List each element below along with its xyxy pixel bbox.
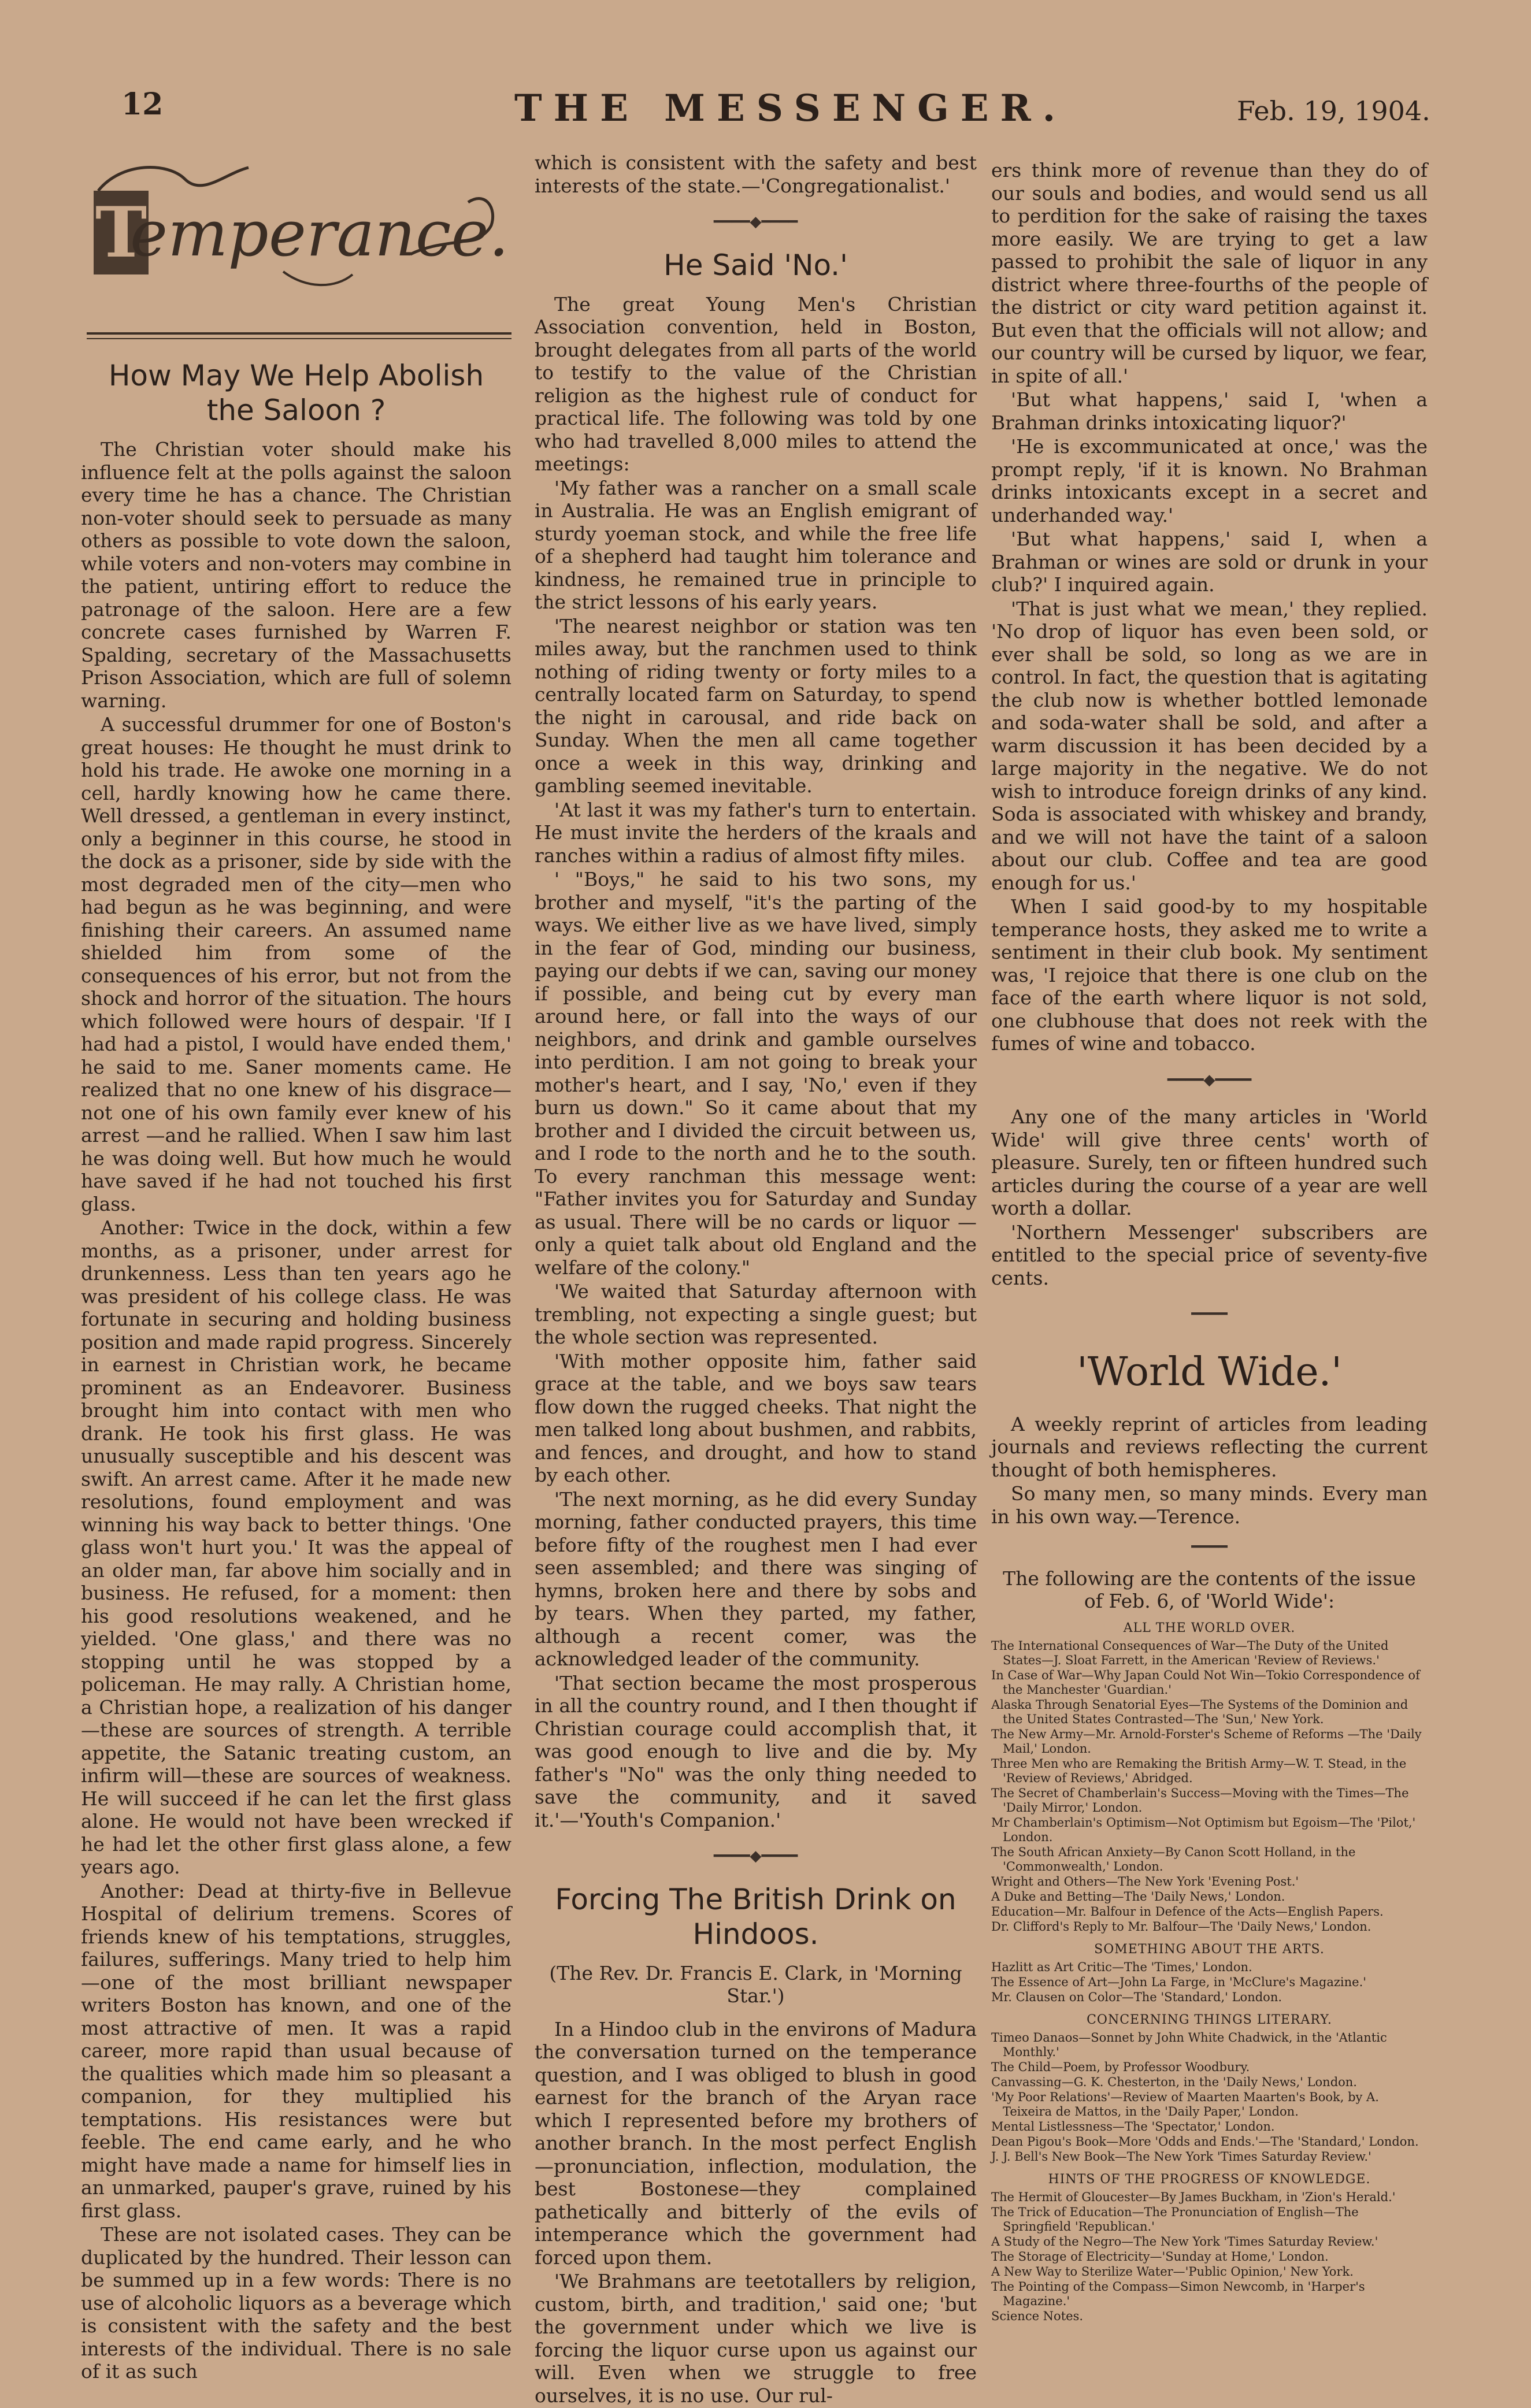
paragraph: 'He is excommunicated at once,' was the prompt reply, 'if it is known. No Brahman drinks intoxicants except in a secret and underhanded way.' — [991, 435, 1428, 526]
article-byline: (The Rev. Dr. Francis E. Clark, in 'Morning Star.') — [549, 1961, 962, 2007]
contents-item: Education—Mr. Balfour in Defence of the Acts—English Papers. — [991, 1904, 1384, 1919]
banner-word: emperance. — [130, 196, 509, 270]
column-1 — [81, 353, 511, 2384]
contents-item: A Duke and Betting—The 'Daily News,' London. — [991, 1889, 1285, 1904]
contents-item: Wright and Others—The New York 'Evening Post.' — [991, 1874, 1299, 1888]
contents-item: Mr. Clausen on Color—The 'Standard,' London. — [991, 1990, 1282, 2004]
contents-item: Timeo Danaos—Sonnet by John White Chadwick, in the 'Atlantic Monthly.' — [991, 2030, 1387, 2059]
column-2 — [535, 151, 977, 2408]
paragraph: So many men, so many minds. Every man in his own way.—Terence. — [991, 1482, 1428, 1528]
paragraph: 'We Brahmans are teetotallers by religion, custom, birth, and tradition,' said one; 'but the government under which we live is forcing the liquor curse upon us against our will. Even when we struggle to free ourselves, it is no use. Our rul- — [535, 2270, 977, 2407]
contents-item: Dr. Clifford's Reply to Mr. Balfour—The 'Daily News,' London. — [991, 1919, 1371, 1934]
contents-item: J. J. Bell's New Book—The New York 'Times Saturday Review.' — [991, 2149, 1371, 2164]
paragraph: In a Hindoo club in the environs of Madura the conversation turned on the temperance question, and I was obliged to blush in good earnest for the branch of the Aryan race which I represented before my brothers of another branch. In the most perfect English—pronunciation, inflection, modulation, the best Bostonese—they complained pathetically and bitterly of the evils of intemperance which the government had forced upon them. — [535, 2017, 977, 2269]
paragraph: 'The nearest neighbor or station was ten miles away, but the ranchmen used to think nothing of riding twenty or forty miles to a centrally located farm on Saturday, to spend the night in carousal, and ride back on Sunday. When the men all came together once a week in this way, drinking and gambling seemed inevitable. — [535, 614, 977, 797]
issue-date: Feb. 19, 1904. — [1237, 95, 1430, 127]
separator: ━━━━◆━━━━ — [1167, 1071, 1252, 1089]
contents-item: Canvassing—G. K. Chesterton, in the 'Daily News,' London. — [991, 2075, 1357, 2089]
contents-section-title: SOMETHING ABOUT THE ARTS. — [1094, 1942, 1325, 1957]
contents-item: The Hermit of Gloucester—By James Buckham, in 'Zion's Herald.' — [991, 2190, 1396, 2204]
banner-initial: T — [94, 191, 149, 274]
paragraph: 'That section became the most prosperous in all the country round, and I then thought if Christian courage could accomplish that, it was good enough to live and die by. My father's "No" was the only thing needed to save the community, and it saved it.'—'Youth's Companion.' — [535, 1671, 977, 1831]
article-heading-saloon: How May We Help Abolish the Saloon ? — [108, 359, 484, 427]
paragraph: A successful drummer for one of Boston's great houses: He thought he must drink to hold his trade. He awoke one morning in a cell, hardly knowing how he came there. Well dressed, a gentleman in every instinct, only a beginner in this course, he stood in the dock as a prisoner, side by side with the most degraded men of the city—men who had begun as he was beginning, and were finishing their careers. An assumed name shielded him from some of the consequences of his error, but not from the shock and horror of the situation. The hours which followed were hours of despair. 'If I had had a pistol, I would have ended them,' he said to me. Saner moments came. He realized that no one knew of his disgrace—not one of his own family ever knew of his arrest —and he rallied. When I saw him last he was doing well. But how much he would have saved if he had not touched his first glass. — [81, 713, 511, 1215]
contents-list — [991, 1621, 1428, 2324]
article-heading-world-wide: 'World Wide.' — [1077, 1349, 1342, 1395]
contents-item: The Secret of Chamberlain's Success—Moving with the Times—The 'Daily Mirror,' London. — [991, 1786, 1409, 1815]
column-3 — [991, 159, 1428, 2324]
contents-item: A New Way to Sterilize Water—'Public Opinion,' New York. — [991, 2264, 1354, 2279]
paragraph: 'We waited that Saturday afternoon with trembling, not expecting a single guest; but the whole section was represented. — [535, 1280, 977, 1348]
separator: ━━━━◆━━━━ — [713, 213, 798, 231]
contents-intro: The following are the contents of the issue of Feb. 6, of 'World Wide': — [1003, 1567, 1416, 1612]
separator: ━━━━ — [1191, 1305, 1228, 1323]
paragraph: 'Northern Messenger' subscribers are entitled to the special price of seventy-five cents. — [991, 1220, 1428, 1289]
contents-item: The New Army—Mr. Arnold-Forster's Scheme of Reforms —The 'Daily Mail,' London. — [991, 1727, 1422, 1756]
paragraph: Another: Dead at thirty-five in Bellevue Hospital of delirium tremens. Scores of friends knew of his temptations, struggles, failures, sufferings. Many tried to help him—one of the most brilliant newspaper writers Boston has known, and one of the most attractive of men. It was a rapid career, more rapid than usual because of the qualities which made him so pleasant a companion, for they multiplied his temptations. His resistances were but feeble. The end came early, and he who might have made a name for himself lies in an unmarked, pauper's grave, ruined by his first glass. — [81, 1879, 511, 2222]
contents-section-title: HINTS OF THE PROGRESS OF KNOWLEDGE. — [1048, 2172, 1371, 2187]
paragraph: 'That is just what we mean,' they replied. 'No drop of liquor has even been sold, or ever shall be sold, so long as we are in control. In fact, the question that is agitating the club now is whether bottled lemonade and soda-water shall be sold, and after a warm discussion it has been decided by a large majority in the negative. We do not wish to introduce foreign drinks of any kind. Soda is associated with whiskey and brandy, and we will not have the taint of a saloon about our club. Coffee and tea are good enough for us.' — [991, 597, 1428, 894]
paragraph: The great Young Men's Christian Association convention, held in Boston, brought delegates from all parts of the world to testify to the value of the Christian religion as the highest rule of conduct for practical life. The following was told by one who had travelled 8,000 miles to attend the meetings: — [535, 292, 977, 475]
paragraph: 'With mother opposite him, father said grace at the table, and we boys saw tears flow down the rugged cheeks. That night the men talked long about bushmen, and rabbits, and fences, and drought, and how to stand by each other. — [535, 1349, 977, 1486]
paragraph: A weekly reprint of articles from leading journals and reviews reflecting the current thought of both hemispheres. — [991, 1412, 1428, 1481]
contents-item: Hazlitt as Art Critic—The 'Times,' London. — [991, 1960, 1252, 1974]
contents-item: 'My Poor Relations'—Review of Maarten Maarten's Book, by A. Teixeira de Mattos, in the 'Daily Paper,' London. — [991, 2090, 1379, 2118]
contents-item: A Study of the Negro—The New York 'Times Saturday Review.' — [991, 2234, 1378, 2249]
contents-item: The International Consequences of War—The Duty of the United States—J. Sloat Farrett, in the American 'Review of Reviews.' — [991, 1638, 1389, 1667]
paragraph: 'The next morning, as he did every Sunday morning, father conducted prayers, this time before fifty of the roughest men I had ever seen assembled; and there was singing of hymns, broken here and there by sobs and by tears. When they parted, my father, although a recent comer, was the acknowledged leader of the community. — [535, 1487, 977, 1670]
contents-item: Science Notes. — [991, 2309, 1084, 2323]
paragraph: These are not isolated cases. They can be duplicated by the hundred. Their lesson can be summed up in a few words: There is no use of alcoholic liquors as a beverage which is consistent with the safety and the best interests of the individual. There is no sale of it as such — [81, 2223, 511, 2383]
contents-item: The Trick of Education—The Pronunciation of English—The Springfield 'Republican.' — [991, 2205, 1359, 2233]
masthead-title: THE MESSENGER. — [514, 87, 1067, 130]
contents-item: The South African Anxiety—By Canon Scott Holland, in the 'Commonwealth,' London. — [991, 1845, 1356, 1873]
contents-item: Dean Pigou's Book—More 'Odds and Ends.'—The 'Standard,' London. — [991, 2134, 1419, 2149]
contents-item: Alaska Through Senatorial Eyes—The Systems of the Dominion and the United States Contrasted—The 'Sun,' New York. — [991, 1697, 1408, 1726]
banner-rule-top — [87, 332, 511, 335]
contents-item: The Storage of Electricity—'Sunday at Home,' London. — [991, 2249, 1329, 2264]
paragraph: 'My father was a rancher on a small scale in Australia. He was an English emigrant of sturdy yoeman stock, and while the free life of a shepherd had taught him tolerance and kindness, he remained true in principle to the strict lessons of his early years. — [535, 476, 977, 613]
article-heading-hindoos: Forcing The British Drink on Hindoos. — [555, 1882, 957, 1951]
paragraph: 'At last it was my father's turn to entertain. He must invite the herders of the kraals and ranches within a radius of almost fifty miles. — [535, 798, 977, 867]
separator: ━━━━ — [1191, 1538, 1228, 1556]
contents-item: Mr Chamberlain's Optimism—Not Optimism but Egoism—The 'Pilot,' London. — [991, 1815, 1416, 1844]
page-number: 12 — [121, 87, 164, 122]
contents-item: The Pointing of the Compass—Simon Newcomb, in 'Harper's Magazine.' — [991, 2279, 1365, 2308]
separator: ━━━━◆━━━━ — [713, 1847, 798, 1865]
contents-section-title: ALL THE WORLD OVER. — [1123, 1620, 1296, 1635]
contents-item: Three Men who are Remaking the British Army—W. T. Stead, in the 'Review of Reviews,' Abridged. — [991, 1756, 1407, 1785]
article-heading-he-said-no: He Said 'No.' — [663, 248, 848, 282]
contents-item: Mental Listlessness—The 'Spectator,' London. — [991, 2119, 1275, 2134]
paragraph: ' "Boys," he said to his two sons, my brother and myself, "it's the parting of the ways. We either live as we have lived, simply in the fear of God, minding our business, paying our debts if we can, saving our money if possible, and being cut by every man around here, or fall into the ways of our neighbors, and drink and gamble ourselves into perdition. I am not going to break your mother's heart, and I say, 'No,' even if they burn us down." So it came about that my brother and I divided the circuit between us, and I rode to the north and he to the south. To every ranchman this message went: "Father invites you for Saturday and Sunday as usual. There will be no cards or liquor —only a quiet talk about old England and the welfare of the colony." — [535, 868, 977, 1279]
paragraph: 'But what happens,' said I, when a Brahman or wines are sold or drunk in your club?' I inquired again. — [991, 528, 1428, 596]
paragraph-continued: ers think more of revenue than they do of our souls and bodies, and would send us all to perdition for the sake of raising the taxes more easily. We are trying to get a law passed to prohibit the sale of liquor in any district where three-fourths of the people of the district or city ward petition against it. But even that the officials will not allow; and our country will be cursed by liquor, we fear, in spite of all.' — [991, 159, 1428, 387]
paragraph: When I said good-by to my hospitable temperance hosts, they asked me to write a sentiment in their club book. My sentiment was, 'I rejoice that there is one club on the face of the earth where liquor is not sold, one clubhouse that does not reek with the fumes of wine and tobacco. — [991, 895, 1428, 1055]
paragraph: Another: Twice in the dock, within a few months, as a prisoner, under arrest for drunkenness. Less than ten years ago he was president of his college class. He was fortunate in securing and holding business position and made rapid progress. Sincerely in earnest in Christian work, he became prominent as an Endeavorer. Business brought him into contact with men who drank. He took his first glass. He was unusually susceptible and his descent was swift. An arrest came. After it he made new resolutions, found employment and was winning his way back to better things. 'One glass won't hurt you.' It was the appeal of an older man, far above him socially and in business. He refused, for a moment: then his good resolutions weakened, and he yielded. 'One glass,' and there was no stopping until he was stopped by a policeman. He may rally. A Christian home, a Christian hope, a realization of his danger—these are sources of strength. A terrible appetite, the Satanic treating custom, an infirm will—these are sources of weakness. He will succeed if he can let the first glass alone. He would not have been wrecked if he had let the other first glass alone, a few years ago. — [81, 1216, 511, 1878]
paragraph: The Christian voter should make his influence felt at the polls against the saloon every time he has a chance. The Christian non-voter should seek to persuade as many others as possible to vote down the saloon, while voters and non-voters may combine in the patient, untiring effort to reduce the patronage of the saloon. Here are a few concrete cases furnished by Warren F. Spalding, secretary of the Massachusetts Prison Association, which are full of solemn warning. — [81, 438, 511, 712]
contents-item: The Essence of Art—John La Farge, in 'McClure's Magazine.' — [991, 1975, 1367, 1989]
paragraph: Any one of the many articles in 'World Wide' will give three cents' worth of pleasure. Surely, ten or fifteen hundred such articles during the course of a year are well worth a dollar. — [991, 1105, 1428, 1219]
contents-item: In Case of War—Why Japan Could Not Win—Tokio Correspondence of the Manchester 'Guardian.' — [991, 1668, 1420, 1697]
paragraph: 'But what happens,' said I, 'when a Brahman drinks intoxicating liquor?' — [991, 388, 1428, 434]
contents-section-title: CONCERNING THINGS LITERARY. — [1087, 2012, 1332, 2027]
contents-item: The Child—Poem, by Professor Woodbury. — [991, 2060, 1250, 2074]
banner-rule-bottom — [87, 338, 511, 339]
paragraph-continued: which is consistent with the safety and best interests of the state.—'Congregationalist.' — [535, 151, 977, 197]
